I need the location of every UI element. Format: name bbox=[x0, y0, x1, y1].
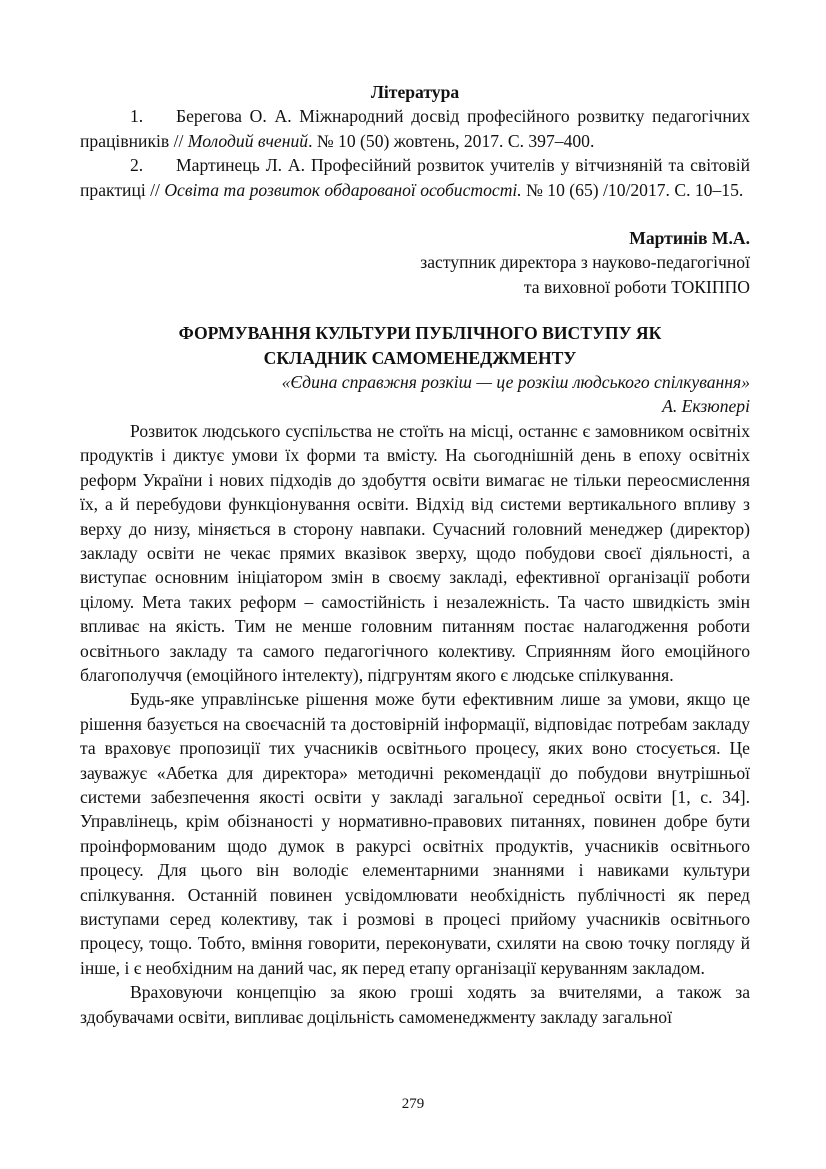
body-paragraph-1: Розвиток людського суспільства не стоїть на місці, останнє є замовником освітніх продуктів і диктує умови їх форми та вмісту. На сьогоднішній день в епоху освітніх реформ України і нових підходів до здобуття освіти вимагає не тільки переосмислення їх, а й перебудови функціонування освіти. Відхід від системи вертикального впливу з верху до низу, міняється в сторону навпаки. Сучасний головний менеджер (директор) закладу освіти не чекає прямих вказівок зверху, щодо побудови своєї діяльності, а виступає основним ініціатором змін в своєму закладі, ефективної організації роботи цілому. Мета таких реформ – самостійність і незалежність. Та часто швидкість змін впливає на якість. Тим не менше головним питанням постає налагодження роботи освітнього закладу та самого педагогічного колективу. Сприянням його емоційного благополуччя (емоційного інтелекту), підгрунтям якого є людське спілкування. bbox=[80, 420, 750, 685]
epigraph-quote: «Єдина справжня розкіш — це розкіш людського спілкування» bbox=[281, 372, 750, 393]
author-block bbox=[80, 226, 750, 299]
reference-number: 2. bbox=[130, 155, 144, 176]
reference-item-2 bbox=[80, 153, 750, 202]
author-name: Мартинів М.А. bbox=[629, 228, 750, 249]
reference-text-before: Мартинець Л. А. Професійний розвиток учителів у вітчизняній та світовій практиці // bbox=[80, 155, 750, 200]
reference-text-after: № 10 (65) /10/2017. С. 10–15. bbox=[521, 179, 744, 200]
article-title-line-2: СКЛАДНИК САМОМЕНЕДЖМЕНТУ bbox=[263, 347, 577, 368]
reference-number: 1. bbox=[130, 106, 144, 127]
article-title-line-1: ФОРМУВАННЯ КУЛЬТУРИ ПУБЛІЧНОГО ВИСТУПУ ЯК bbox=[178, 323, 662, 344]
body-paragraph-2: Будь-яке управлінське рішення може бути ефективним лише за умови, якщо це рішення базується на своєчасній та достовірній інформації, відповідає потребам закладу та враховує пропозиції тих учасників освітнього процесу, яких воно стосується. Це зауважує «Абетка для директора» методичні рекомендації до побудови внутрішньої системи забезпечення якості освіти у закладі загальної середньої освіти [1, с. 34]. Управлінець, крім обізнаності у нормативно-правових питаннях, повинен добре бути проінформованим щодо думок в ракурсі освітніх продуктів, учасників освітнього процесу. Для цього він володіє елементарними знаннями і навиками культури спілкування. Останній повинен усвідомлювати необхідність публічності як перед виступами серед колективу, так і розмові в процесі прийому учасників освітнього процесу, тощо. Тобто, вміння говорити, переконувати, схиляти на свою точку погляду й інше, і є необхідним на даний час, як перед етапу організації керуванням закладом. bbox=[80, 689, 750, 978]
reference-item-1 bbox=[80, 104, 750, 153]
author-position-line-2: та виховної роботи ТОКІППО bbox=[523, 276, 750, 297]
epigraph bbox=[80, 370, 750, 419]
author-position-line-1: заступник директора з науково-педагогічної bbox=[420, 252, 750, 273]
page-number: 279 bbox=[401, 1096, 425, 1112]
reference-journal-title: Молодий вчений bbox=[187, 130, 309, 151]
reference-journal-title: Освіта та розвиток обдарованої особистості. bbox=[164, 179, 522, 200]
reference-text-before: Берегова О. А. Міжнародний досвід професійного розвитку педагогічних працівників // bbox=[80, 106, 750, 151]
epigraph-author: А. Екзюпері bbox=[662, 396, 750, 417]
body-paragraph-3: Враховуючи концепцію за якою гроші ходять за вчителями, а також за здобувачами освіти, випливає доцільність самоменеджменту закладу загальної bbox=[80, 982, 750, 1027]
article-title bbox=[80, 321, 750, 370]
document-page bbox=[80, 80, 750, 1029]
references-heading: Література bbox=[370, 82, 460, 102]
reference-text-after: . № 10 (50) жовтень, 2017. С. 397–400. bbox=[308, 130, 595, 151]
